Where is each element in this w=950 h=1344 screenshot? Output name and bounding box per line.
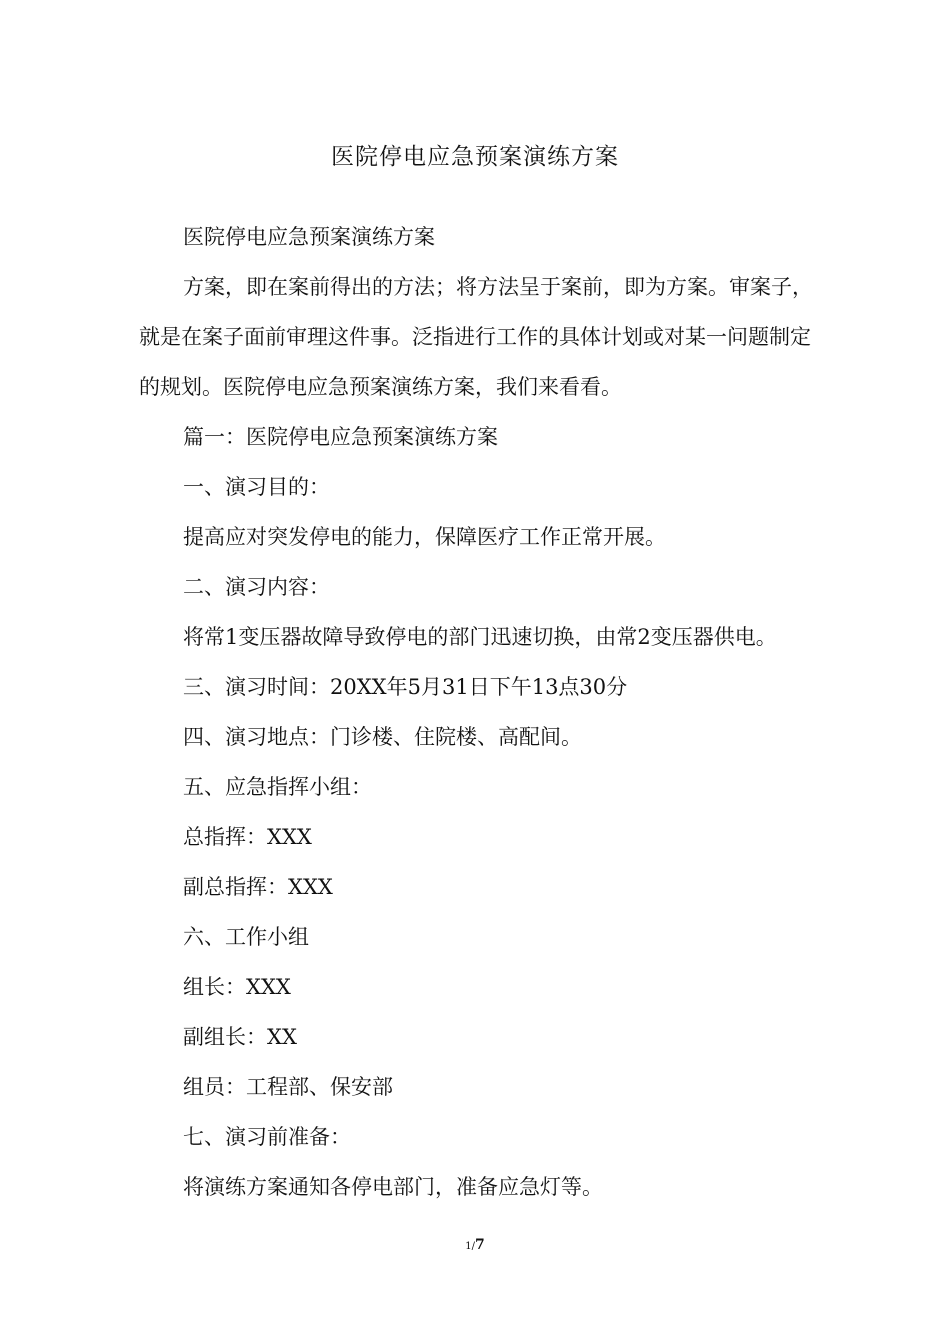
paragraph: 将演练方案通知各停电部门，准备应急灯等。 [183, 1175, 603, 1199]
paragraph: 六、工作小组 [183, 925, 309, 949]
paragraph: 五、应急指挥小组： [183, 775, 372, 799]
paragraph: 七、演习前准备： [183, 1125, 351, 1149]
paragraph: 篇一：医院停电应急预案演练方案 [183, 425, 498, 449]
paragraph: 三、演习时间：20XX年5月31日下午13点30分 [183, 675, 628, 699]
page-number [0, 1236, 950, 1256]
paragraph: 提高应对突发停电的能力，保障医疗工作正常开展。 [183, 525, 666, 549]
paragraph: 医院停电应急预案演练方案 [183, 225, 435, 249]
paragraph: 将常1变压器故障导致停电的部门迅速切换，由常2变压器供电。 [183, 625, 777, 649]
paragraph: 方案，即在案前得出的方法；将方法呈于案前，即为方案。审案子，就是在案子面前审理这件事。泛指进行工作的具体计划或对某一问题制定的规划。医院停电应急预案演练方案，我们来看看。 [139, 275, 813, 399]
paragraph: 四、演习地点：门诊楼、住院楼、高配间。 [183, 725, 582, 749]
paragraph: 组员：工程部、保安部 [183, 1075, 393, 1099]
paragraph: 二、演习内容： [183, 575, 330, 599]
paragraph: 副总指挥：XXX [183, 875, 333, 899]
paragraph: 一、演习目的： [183, 475, 330, 499]
page-number-total: 7 [474, 1237, 485, 1253]
page-title: 医院停电应急预案演练方案 [331, 144, 619, 170]
page-number-current: 1/ [465, 1241, 475, 1252]
paragraph: 组长：XXX [183, 975, 291, 999]
paragraph: 副组长：XX [183, 1025, 297, 1049]
document-body [139, 212, 819, 1212]
paragraph: 总指挥：XXX [183, 825, 312, 849]
